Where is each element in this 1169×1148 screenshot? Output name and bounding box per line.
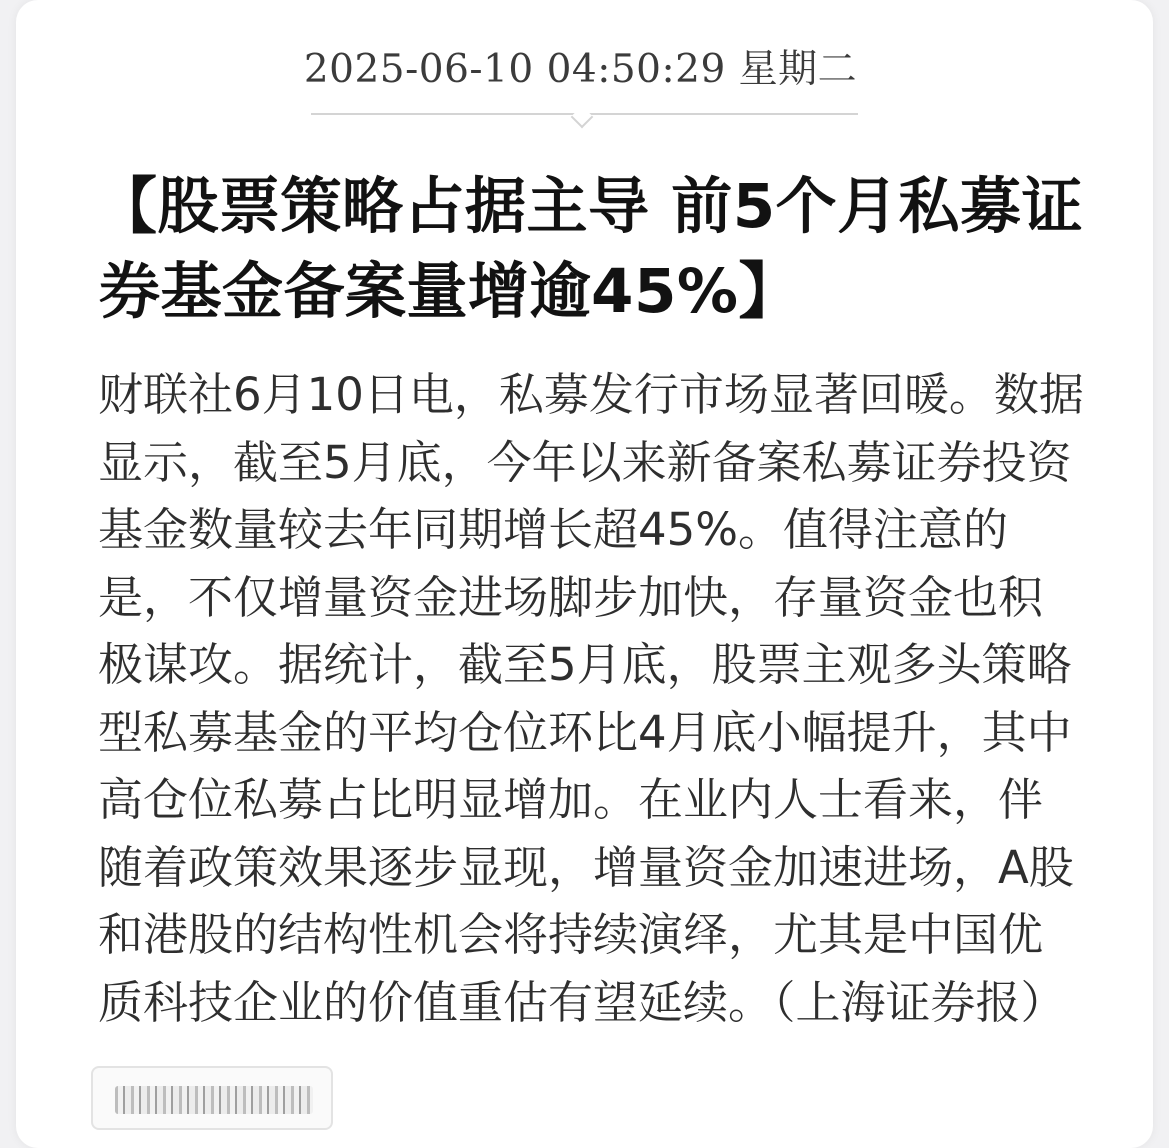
body-line: 随着政策效果逐步显现，增量资金加速进场，A股 [98,840,1074,894]
body-line: 高仓位私募占比明显增加。在业内人士看来，伴 [98,773,1044,826]
body-line: 型私募基金的平均仓位环比4月底小幅提升，其中 [98,705,1072,759]
post-card [16,0,1153,1148]
post-datetime: 2025-06-10 04:50:29 星期二 [303,47,858,92]
post-title-line-1: 【股票策略占据主导 前5个月私募证 [96,171,1084,242]
body-line: 质科技企业的价值重估有望延续。（上海证券报） [98,975,1066,1029]
body-line: 财联社6月10日电，私募发行市场显著回暖。数据 [98,368,1084,421]
post-title-line-2: 券基金备案量增逾45%】 [99,256,801,327]
blurred-tag-label [115,1086,313,1114]
body-line: 是，不仅增量资金进场脚步加快，存量资金也积 [98,570,1044,624]
post-body [98,361,1088,1036]
body-line: 极谋攻。据统计，截至5月底，股票主观多头策略 [98,638,1072,691]
body-line: 和港股的结构性机会将持续演绎，尤其是中国优 [98,908,1044,961]
post-title [96,164,1086,334]
body-line: 显示，截至5月底，今年以来新备案私募证券投资 [98,435,1072,489]
divider-notch [571,106,594,129]
footer-tag-chip[interactable] [91,1066,333,1130]
body-line: 基金数量较去年同期增长超45%。值得注意的 [98,503,1009,556]
